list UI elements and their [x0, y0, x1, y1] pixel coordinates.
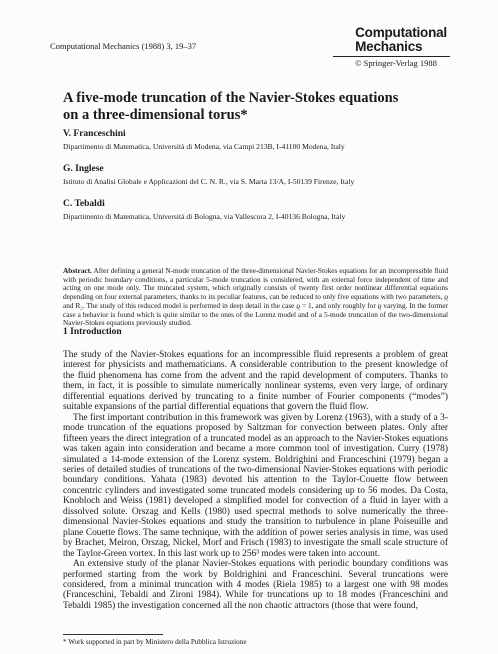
copyright: © Springer-Verlag 1988: [355, 57, 437, 68]
section-heading: 1 Introduction: [63, 327, 122, 337]
author-2-name: G. Inglese: [63, 164, 104, 174]
paragraph-1: The study of the Navier-Stokes equations for an incompressible fluid represents a problem of great interest for physicists and mathematicians. A considerable contribution to the present knowledge of the fluid phenomena has come from the advent and the rapid development of computers. Thanks to them, in fact, it is possible to simulate numerically nonlinear systems, even very large, of ordinary differential equations derived by truncating to a finite number of Fourier components (“modes”) suitable expansions of the partial differential equations that govern the fluid flow.: [63, 350, 448, 413]
title-line-2: on a three-dimensional torus*: [63, 107, 248, 123]
journal-reference: Computational Mechanics (1988) 3, 19–37: [50, 41, 197, 51]
footnote-rule: [63, 634, 163, 635]
abstract-label: Abstract.: [63, 266, 92, 275]
title-line-1: A five-mode truncation of the Navier-Stokes equations: [63, 90, 399, 106]
header-rule: [333, 56, 450, 57]
paragraph-3: An extensive study of the planar Navier-Stokes equations with periodic boundary conditions was performed starting from the work by Boldrighini and Franceschini. Several truncations were considered, from a minimal truncation with 4 modes (Riela 1985) to a largest one with 98 modes (Franceschini, Tebaldi and Zironi 1984). While for truncations up to 18 modes (Franceschini and Tebaldi 1985) the investigation concerned all the non chaotic attractors (those that were found,: [63, 559, 448, 611]
author-2-affiliation: Istituto di Analisi Globale e Applicazioni del C. N. R., via S. Marta 13/A, I-50139 Firenze, Italy: [63, 177, 355, 186]
abstract: [63, 267, 448, 328]
author-1-affiliation: Dipartimento di Matematica, Università di Modena, via Campi 213B, I-41100 Modena, Italy: [63, 142, 345, 151]
abstract-text: After defining a general N-mode truncation of the three-dimensional Navier-Stokes equations for an incompressible fluid with periodic boundary conditions, a particular 5-mode truncation is considered, with an external force independent of time and acting on one mode only. The truncated system, which originally consists of twenty first order nonlinear differential equations depending on four external parameters, thanks to its peculiar features, can be reduced to only five equations with two parameters, ϱ and R₂. The study of this reduced model is performed in deep detail in the case ϱ = 1, and only roughly for ϱ varying. In the former case a behavior is found which is quite similar to the ones of the Lorenz model and of a 5-mode truncation of the two-dimensional Navier-Stokes equations previously studied.: [63, 266, 449, 328]
brand-line-2: Mechanics: [355, 38, 423, 54]
paragraph-2: The first important contribution in this framework was given by Lorenz (1963), with a study of a 3-mode truncation of the equations proposed by Saltzman for convection between plates. Only after fifteen years the direct integration of a truncated model as an approach to the Navier-Stokes equations was taken again into consideration and became a more common tool of investigation. Curry (1978) simulated a 14-mode extension of the Lorenz system. Boldrighini and Franceschini (1979) began a series of detailed studies of truncations of the two-dimensional Navier-Stokes equations with periodic boundary conditions. Yahata (1983) devoted his attention to the Taylor-Couette flow between concentric cylinders and investigated some truncated models considering up to 56 modes. Da Costa, Knobloch and Weiss (1981) developed a simplified model for convection of a fluid in layer with a dissolved solute. Orszag and Kells (1980) used spectral methods to solve numerically the three-dimensional Navier-Stokes equations and study the transition to turbulence in plane Poiseuille and plane Couette flows. The same technique, with the addition of power series analysis in time, was used by Brachet, Meiron, Orszag, Nickel, Morf and Frisch (1983) to investigate the small scale structure of the Taylor-Green vortex. In this last work up to 256³ modes were taken into account.: [63, 412, 448, 559]
author-3-name: C. Tebaldi: [63, 199, 105, 209]
footnote: * Work supported in part by Ministero della Pubblica Istruzione: [63, 638, 247, 646]
brand-line-1: Computational: [355, 25, 447, 40]
paper-title: [63, 90, 443, 124]
author-3-affiliation: Dipartimento di Matematica, Università di Bologna, via Vallescura 2, I-40136 Bologna, Italy: [63, 212, 346, 221]
body-text: [63, 350, 448, 611]
author-1-name: V. Franceschini: [63, 129, 126, 139]
journal-brand: [355, 27, 447, 68]
